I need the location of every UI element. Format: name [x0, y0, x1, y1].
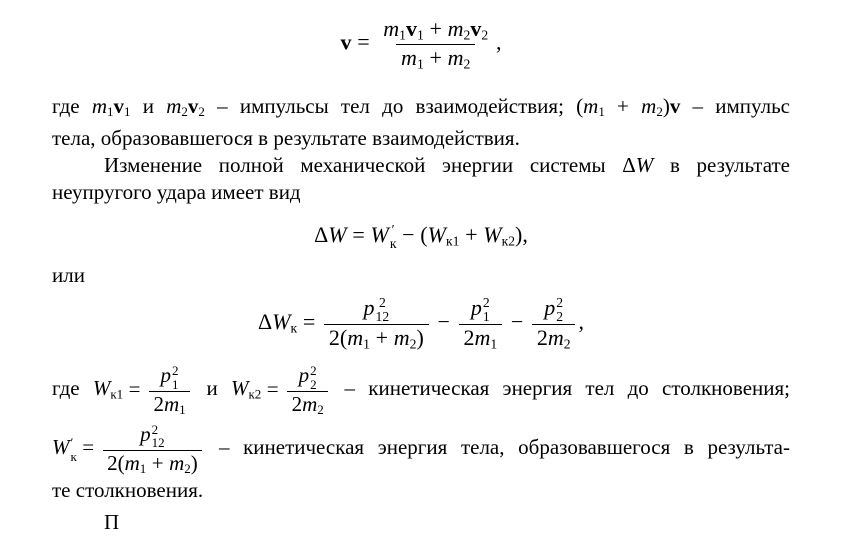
or-line: или [52, 263, 85, 288]
para-result-line1: W ′ к = p 2 12 2(m1 + m2) – кинетическая энергия тела, образовавшегося в результа- [52, 421, 790, 477]
para-impulses-line2: тела, образовавшегося в результате взаимодействия. [52, 125, 520, 150]
para-energy-change-line2: неупругого удара имеет вид [52, 179, 301, 204]
para-energy-change-line1: Изменение полной механической энергии системы ΔW в результате [104, 152, 790, 177]
para-impulses-line1: где m1v1 и m2v2 – импульсы тел до взаимодействия; (m1 + m2)v – импульс [52, 93, 791, 119]
cutoff-line: П [104, 510, 120, 535]
para-result-line2: те столкновения. [52, 478, 204, 503]
deltaWk-formula: ΔWк = p 2 12 2(m1 + m2) − p 2 1 2m1 − p 2 2 2m2 , [258, 294, 584, 352]
para-kinetic-line: где Wк1 = p 2 1 2m1 и Wк2 = p 2 2 2m2 – кинетическая энергия тел до столкновения; [52, 362, 790, 418]
deltaW-formula: ΔW = W ′ к − (Wк1 + Wк2), [314, 221, 528, 251]
velocity-formula: v = $\frac{m1v1 + m2v2}{m1 + m2}$ , [340, 16, 502, 72]
